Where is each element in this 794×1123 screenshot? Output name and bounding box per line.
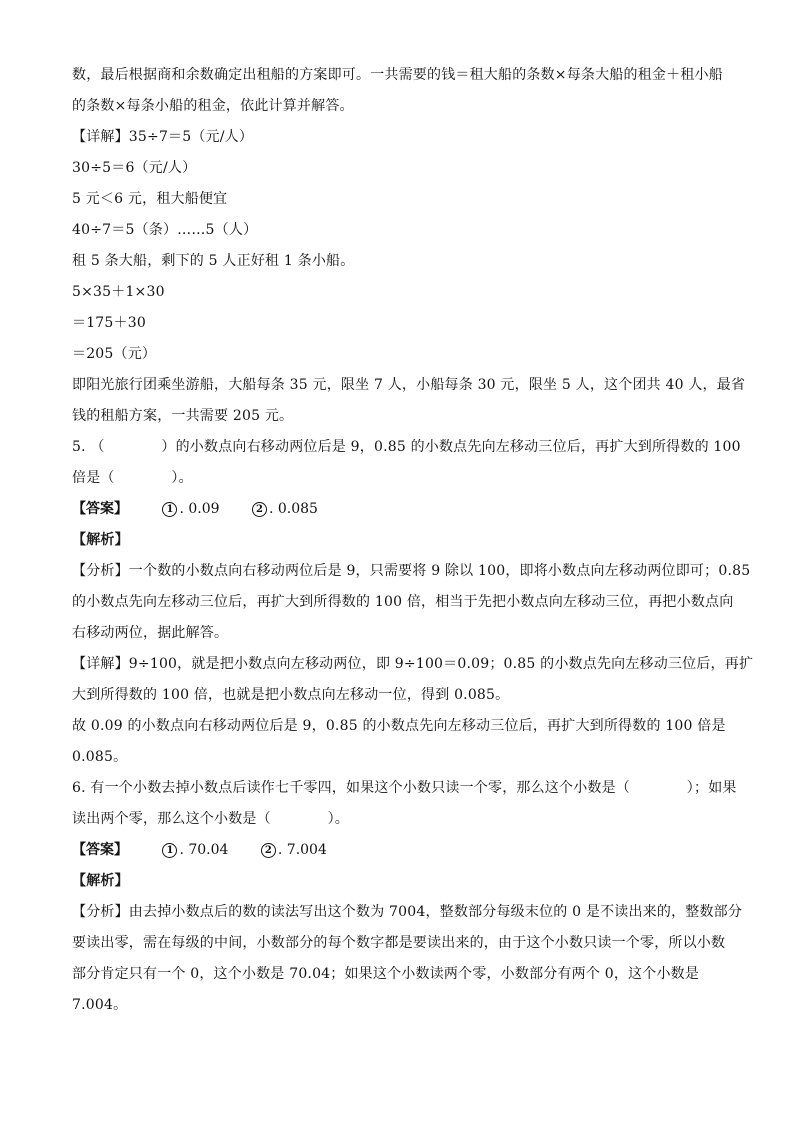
calc-line: 租 5 条大船，剩下的 5 人正好租 1 条小船。 — [72, 253, 355, 269]
answer-label: 【答案】 — [72, 842, 128, 858]
question-5-line: 倍是（ ）。 — [72, 470, 193, 486]
question-5-line: 5. （ ）的小数点向右移动两位后是 9，0.85 的小数点先向左移动三位后，再扩大到所得数的 100 — [72, 439, 741, 455]
circled-number-icon: 2 — [252, 502, 267, 517]
answer-value: . 70.04 — [179, 842, 229, 858]
analysis-line: 要读出零，需在每级的中间，小数部分的每个数字都是要读出来的，由于这个小数只读一个零，所以小数 — [72, 935, 726, 951]
answer-item — [252, 494, 318, 525]
circled-number-icon: 2 — [261, 843, 276, 858]
detail-line: 大到所得数的 100 倍，也就是把小数点向左移动一位，得到 0.085。 — [72, 687, 510, 703]
analysis-line: 的小数点先向左移动三位后，再扩大到所得数的 100 倍，相当于先把小数点向左移动三位，再把小数点向 — [72, 594, 734, 610]
text-line: 即阳光旅行团乘坐游船，大船每条 35 元，限坐 7 人，小船每条 30 元，限坐 5 人，这个团共 40 人，最省 — [72, 377, 746, 393]
calc-line: 5 元＜6 元，租大船便宜 — [72, 191, 228, 207]
calc-line: 5×35＋1×30 — [72, 284, 165, 300]
answer-value: . 7.004 — [277, 842, 327, 858]
calc-line: ＝175＋30 — [72, 315, 146, 331]
answer-item — [162, 835, 228, 866]
answer-5 — [72, 494, 722, 525]
circled-number-icon: 1 — [162, 502, 177, 517]
analysis-line: 7.004。 — [72, 997, 128, 1013]
calc-line: 40÷7＝5（条）……5（人） — [72, 222, 258, 238]
detail-line: 【详解】35÷7＝5（元/人） — [72, 129, 254, 145]
answer-6 — [72, 835, 722, 866]
detail-line: 【详解】9÷100，就是把小数点向左移动两位，即 9÷100＝0.09；0.85 的小数点先向左移动三位后，再扩 — [72, 656, 754, 672]
answer-value: . 0.09 — [179, 501, 220, 517]
analysis-line: 【分析】一个数的小数点向右移动两位后是 9，只需要将 9 除以 100，即将小数点向左移动两位即可；0.85 — [72, 563, 751, 579]
analysis-line: 右移动两位，据此解答。 — [72, 625, 229, 641]
analysis-heading: 【解析】 — [72, 873, 129, 889]
detail-line: 0.085。 — [72, 749, 128, 765]
answer-item — [261, 835, 327, 866]
analysis-line: 【分析】由去掉小数点后的数的读法写出这个数为 7004，整数部分每级末位的 0 是不读出来的，整数部分 — [72, 904, 743, 920]
text-line: 的条数×每条小船的租金，依此计算并解答。 — [72, 98, 354, 114]
analysis-line: 部分肯定只有一个 0，这个小数是 70.04；如果这个小数读两个零，小数部分有两个 0，这个小数是 — [72, 966, 700, 982]
document-page — [72, 60, 754, 1021]
circled-number-icon: 1 — [162, 843, 177, 858]
calc-line: ＝205（元） — [72, 346, 157, 362]
text-line: 数，最后根据商和余数确定出租船的方案即可。一共需要的钱＝租大船的条数×每条大船的租金＋租小船 — [72, 67, 723, 83]
calc-line: 30÷5＝6（元/人） — [72, 160, 197, 176]
answer-item — [162, 494, 219, 525]
analysis-heading: 【解析】 — [72, 532, 129, 548]
detail-line: 故 0.09 的小数点向右移动两位后是 9，0.85 的小数点先向左移动三位后，再扩大到所得数的 100 倍是 — [72, 718, 726, 734]
question-6-line: 6. 有一个小数去掉小数点后读作七千零四，如果这个小数只读一个零，那么这个小数是（ ）；如果 — [72, 780, 737, 796]
answer-value: . 0.085 — [268, 501, 318, 517]
answer-label: 【答案】 — [72, 501, 128, 517]
text-line: 钱的租船方案，一共需要 205 元。 — [72, 408, 294, 424]
question-6-line: 读出两个零，那么这个小数是（ ）。 — [72, 811, 349, 827]
